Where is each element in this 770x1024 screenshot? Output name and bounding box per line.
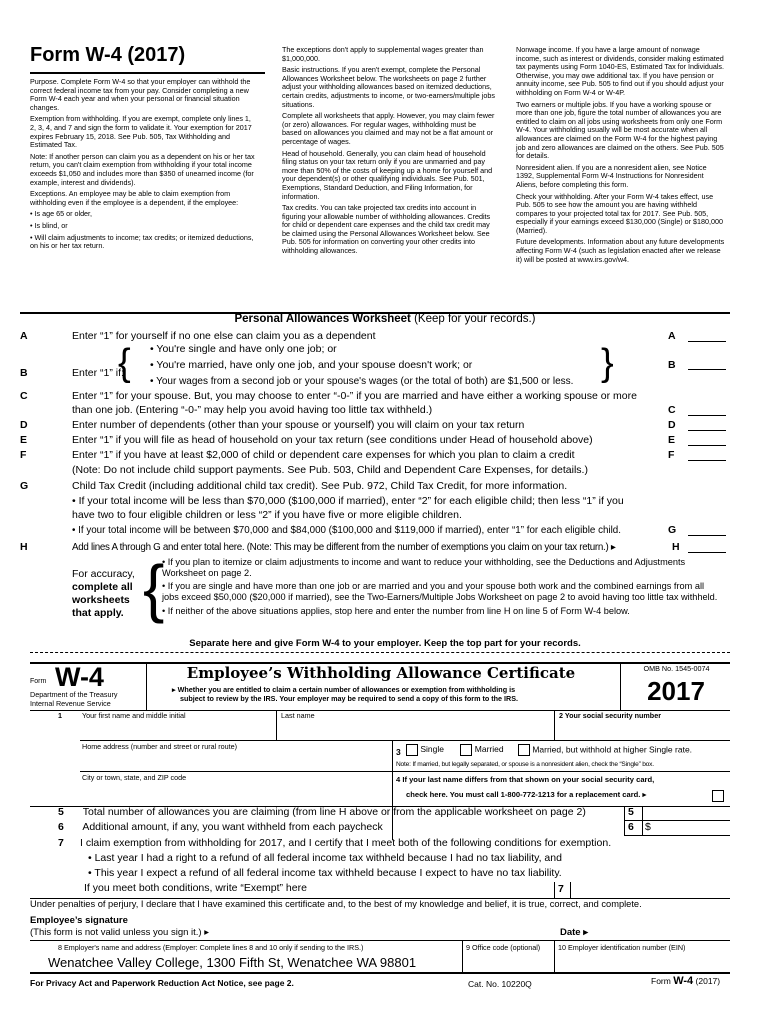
form-id: W-4 <box>55 662 104 692</box>
line-5-field[interactable] <box>644 806 730 820</box>
certificate-title: Employee’s Withholding Allowance Certificate <box>186 664 576 682</box>
signature-note: (This form is not valid unless you sign it.) ▸ <box>30 927 209 938</box>
last-name-field[interactable] <box>280 722 550 740</box>
form-title: Form W-4 (2017) <box>30 44 186 66</box>
name-differs-checkbox[interactable] <box>712 790 724 802</box>
first-name-field[interactable] <box>80 722 275 740</box>
certificate-subtitle: ▸ Whether you are entitled to claim a certain number of allowances or exemption from withholding is subject to review by the IRS. Your employer may be required to send a copy of this form to the IRS. <box>172 685 519 703</box>
answer-a-field[interactable] <box>688 341 726 342</box>
omb-number: OMB No. 1545-0074 <box>643 664 710 673</box>
date-field[interactable] <box>600 924 730 940</box>
answer-d-field[interactable] <box>688 430 726 431</box>
accuracy-items: • If you plan to itemize or claim adjustments to income and want to reduce your withholding, see the Deductions and Adjustments Worksheet on page 2. • If you are single and have more than one job or are married and you and your spouse both work and the combined earnings from all jobs exceed $50,000 ($20,000 if married), see the Two-Earners/Multiple Jobs Worksheet on page 2 to avoid having too little tax withheld. • If neither of the above situations applies, stop here and enter the number from line H on line 5 of Form W-4 below. <box>162 557 718 616</box>
intro-column <box>30 78 255 254</box>
employer-name-address[interactable]: Wenatchee Valley College, 1300 Fifth St, Wenatchee WA 98801 <box>48 955 417 970</box>
separator-line <box>30 652 730 653</box>
answer-g-field[interactable] <box>688 535 726 536</box>
answer-h-field[interactable] <box>688 552 726 553</box>
home-address-label: Home address (number and street or rural route) <box>82 742 237 751</box>
exemption-text: Exemption from withholding. If you are exempt, complete only lines 1, 2, 3, 4, and 7 and sign the form to validate it. Your exemption for 2017 expires February 15, 2018. See Pub. 505, Tax Withholding and Estimated Tax. <box>30 114 252 150</box>
line-6-box-number: 6 <box>628 821 634 833</box>
ssn-label: 2 Your social security number <box>559 711 661 720</box>
col3-paragraph: Nonresident alien. If you are a nonresident alien, see Notice 1392, Supplemental Form W-4 Instructions for Nonresident Aliens, before completing this form. <box>516 162 707 189</box>
line-6: 6 Additional amount, if any, you want withheld from each paycheck <box>58 821 383 833</box>
accuracy-brace: { <box>143 552 165 624</box>
line-3-number: 3 <box>396 747 401 757</box>
perjury-statement: Under penalties of perjury, I declare that I have examined this certificate and, to the best of my knowledge and belief, it is true, correct, and complete. <box>30 899 642 909</box>
right-brace: } <box>601 342 614 384</box>
line-1-number: 1 <box>58 711 62 720</box>
first-name-label: Your first name and middle initial <box>82 711 186 720</box>
catalog-number: Cat. No. 10220Q <box>468 979 532 989</box>
instructions-column-3 <box>516 46 726 267</box>
form-year: 2017 <box>647 676 705 706</box>
worksheet-b-bullets: • You're single and have only one job; or • You're married, have only one job, and your spouse doesn't work; or • Your wages from a second job or your spouse's wages (or the total of both) are $1,500 or less. <box>150 343 574 387</box>
line-7: 7 I claim exemption from withholding for 2017, and I certify that I meet both of the following conditions for exemption. • Last year I had a right to a refund of all federal income tax withheld because I had no tax liability, and • This year I expect a refund of all federal income tax withheld because I expect to have no tax liability. If you meet both conditions, write “Exempt” here <box>58 837 612 894</box>
ein-field[interactable] <box>556 954 730 972</box>
separator-text: Separate here and give Form W-4 to your employer. Keep the top part for your records. <box>189 638 581 649</box>
line-5-box-number: 5 <box>628 806 634 818</box>
office-code-label: 9 Office code (optional) <box>466 943 541 952</box>
bullet-item: • Is blind, or <box>30 220 68 230</box>
home-address-field[interactable] <box>80 753 390 771</box>
line-5: 5 Total number of allowances you are claiming (from line H above or from the applicable worksheet on page 2) <box>58 806 586 818</box>
filing-status: Single Married Married, but withhold at higher Single rate. <box>406 744 692 756</box>
col2-paragraph: The exceptions don't apply to supplemental wages greater than $1,000,000. <box>282 45 484 63</box>
left-brace: { <box>118 342 131 384</box>
accuracy-label: For accuracy, complete all worksheets that apply. <box>72 568 135 619</box>
col3-paragraph: Future developments. Information about any future developments affecting Form W-4 (such as legislation enacted after we release it) will be posted at www.irs.gov/w4. <box>516 237 725 264</box>
signature-field[interactable] <box>240 918 540 940</box>
city-field[interactable] <box>80 784 390 806</box>
line-4-text-b: check here. You must call 1-800-772-1213 for a replacement card. ▸ <box>406 790 647 799</box>
married-higher-checkbox[interactable] <box>518 744 530 756</box>
bullet-item: • Will claim adjustments to income; tax credits; or itemized deductions, on his or her tax return. <box>30 232 254 251</box>
bullet-item: • Is age 65 or older, <box>30 209 93 219</box>
answer-c-field[interactable] <box>688 415 726 416</box>
dollar-sign: $ <box>645 821 651 833</box>
col2-paragraph: Head of household. Generally, you can claim head of household filing status on your tax return only if you are unmarried and pay more than 50% of the costs of keeping up a home for yourself and your dependent(s) or other qualifying individuals. See Pub. 501, Exemptions, Standard Deduction, and Filing Information, for information. <box>282 148 493 201</box>
exceptions-text: Exceptions. An employee may be able to claim exemption from withholding even if the employee is a dependent, if the employee: <box>30 189 239 207</box>
col2-paragraph: Tax credits. You can take projected tax credits into account in figuring your allowable number of withholding allowances. Credits for child or dependent care expenses and the child tax credit may be claimed using the Personal Allowances Worksheet below. See Pub. 505 for information on converting your other credits into withholding allowances. <box>282 203 491 256</box>
city-label: City or town, state, and ZIP code <box>82 773 187 782</box>
answer-f-field[interactable] <box>688 460 726 461</box>
col2-paragraph: Complete all worksheets that apply. However, you may claim fewer (or zero) allowances. For regular wages, withholding must be based on allowances you claimed and may not be a flat amount or percentage of wages. <box>282 111 495 146</box>
exempt-field[interactable] <box>572 882 730 898</box>
worksheet-title: Personal Allowances Worksheet (Keep for your records.) <box>234 313 536 325</box>
privacy-notice: For Privacy Act and Paperwork Reduction Act Notice, see page 2. <box>30 978 294 988</box>
col2-paragraph: Basic instructions. If you aren't exempt, complete the Personal Allowances Worksheet below. The worksheets on page 2 further adjust your withholding allowances based on itemized deductions, certain credits, adjustments to income, or two-earners/multiple jobs situations. <box>282 65 495 109</box>
col3-paragraph: Nonwage income. If you have a large amount of nonwage income, such as interest or dividends, consider making estimated tax payments using Form 1040-ES, Estimated Tax for Individuals. Otherwise, you may owe additional tax. If you have pension or annuity income, see Pub. 505 to find out if you should adjust your withholding on Form W-4 or W-4P. <box>516 45 725 97</box>
single-checkbox[interactable] <box>406 744 418 756</box>
signature-label: Employee’s signature <box>30 915 128 926</box>
ein-label: 10 Employer identification number (EIN) <box>558 943 686 952</box>
purpose-text: Purpose. Complete Form W-4 so that your employer can withhold the correct federal income tax from your pay. Consider completing a new Form W-4 each year and when your personal or financial situation changes. <box>30 77 251 112</box>
answer-e-field[interactable] <box>688 445 726 446</box>
col3-paragraph: Two earners or multiple jobs. If you have a working spouse or more than one job, figure the total number of allowances you are entitled to claim on all jobs using worksheets from only one Form W-4. Your withholding usually will be most accurate when all allowances are claimed on the Form W-4 for the highest paying job and zero allowances are claimed on the others. See Pub. 505 for details. <box>516 99 724 161</box>
form-label: Form <box>30 678 47 685</box>
last-name-label: Last name <box>281 711 315 720</box>
note-text: Note: If another person can claim you as a dependent on his or her tax return, you can't claim exemption from withholding if your total income exceeds $1,050 and includes more than $350 of unearned income (for example, interest and dividends). <box>30 151 255 187</box>
office-code-field[interactable] <box>464 954 552 972</box>
line-4-text-a: 4 If your last name differs from that shown on your social security card, <box>396 775 655 784</box>
col3-paragraph: Check your withholding. After your Form W-4 takes effect, use Pub. 505 to see how the amount you are having withheld compares to your projected total tax for 2017. See Pub. 505, especially if your earnings exceed $130,000 (Single) or $180,000 (Married). <box>516 191 723 235</box>
department: Department of the Treasury Internal Revenue Service <box>30 690 118 708</box>
instructions-column-2 <box>282 46 497 259</box>
answer-b-field[interactable] <box>688 369 726 370</box>
line-3-note: Note: If married, but legally separated, or spouse is a nonresident alien, check the “Single” box. <box>396 761 654 768</box>
footer-form-id: Form W-4 (2017) <box>651 975 721 987</box>
ssn-field[interactable] <box>558 722 730 740</box>
date-label: Date ▸ <box>560 927 588 938</box>
line-6-field[interactable] <box>654 821 730 835</box>
married-checkbox[interactable] <box>460 744 472 756</box>
employer-label: 8 Employer's name and address (Employer: Complete lines 8 and 10 only if sending to the IRS.) <box>58 943 364 952</box>
line-7-box-number: 7 <box>558 883 564 895</box>
